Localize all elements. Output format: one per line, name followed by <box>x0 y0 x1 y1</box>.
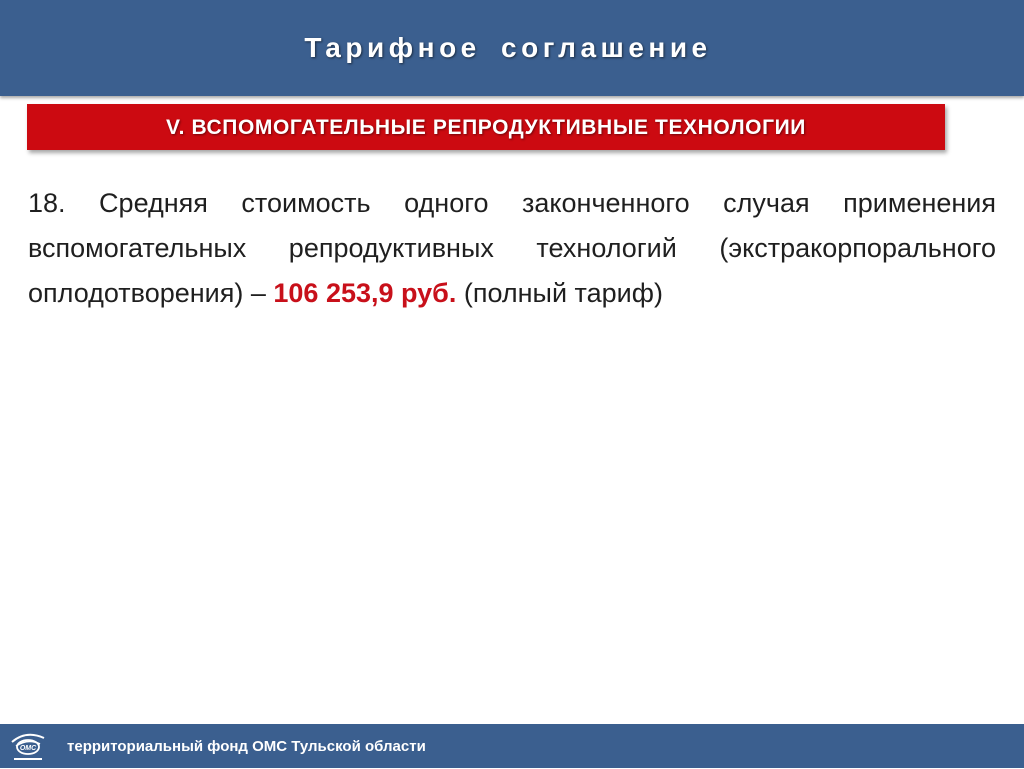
page-title: Тарифное соглашение <box>304 32 712 63</box>
footer-bar <box>0 724 1024 768</box>
logo-text: ОМС <box>19 745 37 752</box>
footer-text: территориальный фонд ОМС Тульской области <box>67 738 426 755</box>
tariff-note: (полный тариф) <box>463 278 663 308</box>
tariff-paragraph <box>28 181 996 316</box>
oms-logo-icon <box>6 728 50 764</box>
header-bar <box>0 0 1024 96</box>
paragraph-text: 18. Средняя стоимость одного законченного случая применения вспомогательных репродуктивных технологий (экстракорпорального оплодотворения) – <box>28 188 996 308</box>
section-banner <box>27 104 945 150</box>
section-title: V. ВСПОМОГАТЕЛЬНЫЕ РЕПРОДУКТИВНЫЕ ТЕХНОЛОГИИ <box>165 116 806 139</box>
price-value: 106 253,9 руб. <box>273 278 457 308</box>
